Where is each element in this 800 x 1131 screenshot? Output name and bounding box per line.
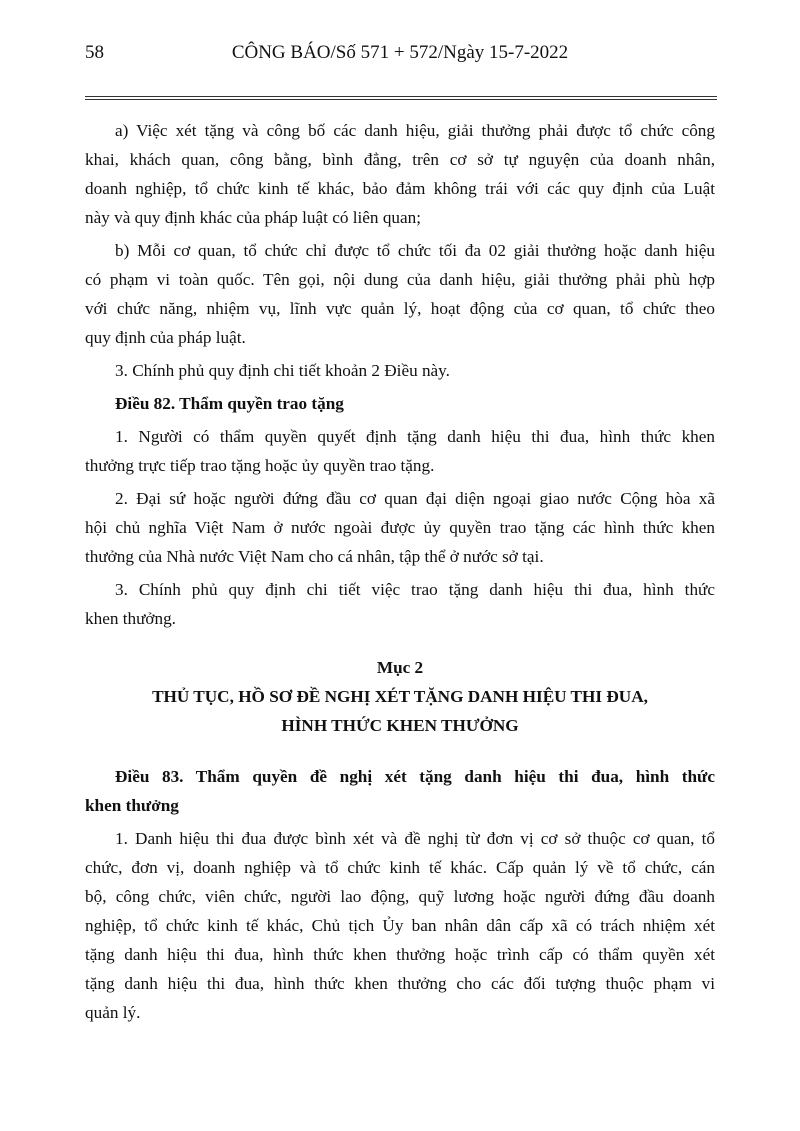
- text-line: THỦ TỤC, HỒ SƠ ĐỀ NGHỊ XÉT TẶNG DANH HIỆU THI ĐUA,: [152, 687, 648, 706]
- text-line: quản lý.: [85, 1003, 141, 1022]
- text-line: với chức năng, nhiệm vụ, lĩnh vực quản lý, hoạt động của cơ quan, tổ chức theo: [85, 299, 715, 318]
- gazette-title: CÔNG BÁO/Số 571 + 572/Ngày 15-7-2022: [231, 42, 569, 63]
- text-line: 1. Người có thẩm quyền quyết định tặng danh hiệu thi đua, hình thức khen: [115, 427, 715, 446]
- text-line: a) Việc xét tặng và công bố các danh hiệu, giải thưởng phải được tổ chức công: [115, 121, 715, 140]
- article-heading: [85, 762, 715, 820]
- text-line: có phạm vi toàn quốc. Tên gọi, nội dung của danh hiệu, giải thưởng phải phù hợp: [85, 270, 715, 289]
- text-line: Điều 82. Thẩm quyền trao tặng: [115, 394, 344, 413]
- text-line: chức, đơn vị, doanh nghiệp và tổ chức kinh tế khác. Cấp quản lý về tổ chức, cán: [85, 858, 715, 877]
- text-line: Mục 2: [376, 658, 424, 677]
- text-line: 1. Danh hiệu thi đua được bình xét và đề nghị từ đơn vị cơ sở thuộc cơ quan, tổ: [115, 829, 715, 848]
- text-line: 3. Chính phủ quy định chi tiết việc trao tặng danh hiệu thi đua, hình thức: [115, 580, 715, 599]
- text-line: 2. Đại sứ hoặc người đứng đầu cơ quan đại diện ngoại giao nước Cộng hòa xã: [115, 489, 715, 508]
- paragraph: [85, 824, 715, 1027]
- text-line: khen thưởng: [85, 796, 179, 815]
- header-double-rule: [85, 96, 717, 100]
- text-line: Điều 83. Thẩm quyền đề nghị xét tặng danh hiệu thi đua, hình thức: [115, 767, 715, 786]
- page-header: [85, 42, 715, 72]
- paragraph: [85, 422, 715, 480]
- paragraph: [85, 116, 715, 232]
- section-heading: [85, 653, 715, 740]
- text-line: thưởng của Nhà nước Việt Nam cho cá nhân, tập thể ở nước sở tại.: [85, 547, 544, 566]
- page-number: 58: [85, 42, 104, 63]
- text-line: HÌNH THỨC KHEN THƯỞNG: [281, 716, 519, 735]
- text-line: tặng danh hiệu thi đua, hình thức khen thưởng hoặc trình cấp có thẩm quyền xét: [85, 945, 715, 964]
- paragraph: [85, 575, 715, 633]
- text-line: bộ, công chức, viên chức, người lao động, quỹ lương hoặc người đứng đầu doanh: [85, 887, 715, 906]
- text-line: nghiệp, tổ chức kinh tế khác, Chủ tịch Ủy ban nhân dân cấp xã có trách nhiệm xét: [85, 916, 715, 935]
- text-line: tặng danh hiệu thi đua, hình thức khen thưởng cho các đối tượng thuộc phạm vi: [85, 974, 715, 993]
- text-line: này và quy định khác của pháp luật có liên quan;: [85, 208, 422, 227]
- text-line: khen thưởng.: [85, 609, 176, 628]
- text-line: 3. Chính phủ quy định chi tiết khoản 2 Điều này.: [115, 361, 450, 380]
- text-line: hội chủ nghĩa Việt Nam ở nước ngoài được ủy quyền trao tặng các hình thức khen: [85, 518, 715, 537]
- paragraph: [85, 484, 715, 571]
- document-body: [85, 116, 715, 1031]
- text-line: thưởng trực tiếp trao tặng hoặc ủy quyền trao tặng.: [85, 456, 435, 475]
- article-heading: [85, 389, 715, 418]
- text-line: doanh nghiệp, tổ chức kinh tế khác, bảo đảm không trái với các quy định của Luật: [85, 179, 715, 198]
- text-line: b) Mỗi cơ quan, tổ chức chỉ được tổ chức tối đa 02 giải thưởng hoặc danh hiệu: [115, 241, 715, 260]
- text-line: khai, khách quan, công bằng, bình đẳng, trên cơ sở tự nguyện của doanh nhân,: [85, 150, 715, 169]
- paragraph: [85, 356, 715, 385]
- paragraph: [85, 236, 715, 352]
- text-line: quy định của pháp luật.: [85, 328, 246, 347]
